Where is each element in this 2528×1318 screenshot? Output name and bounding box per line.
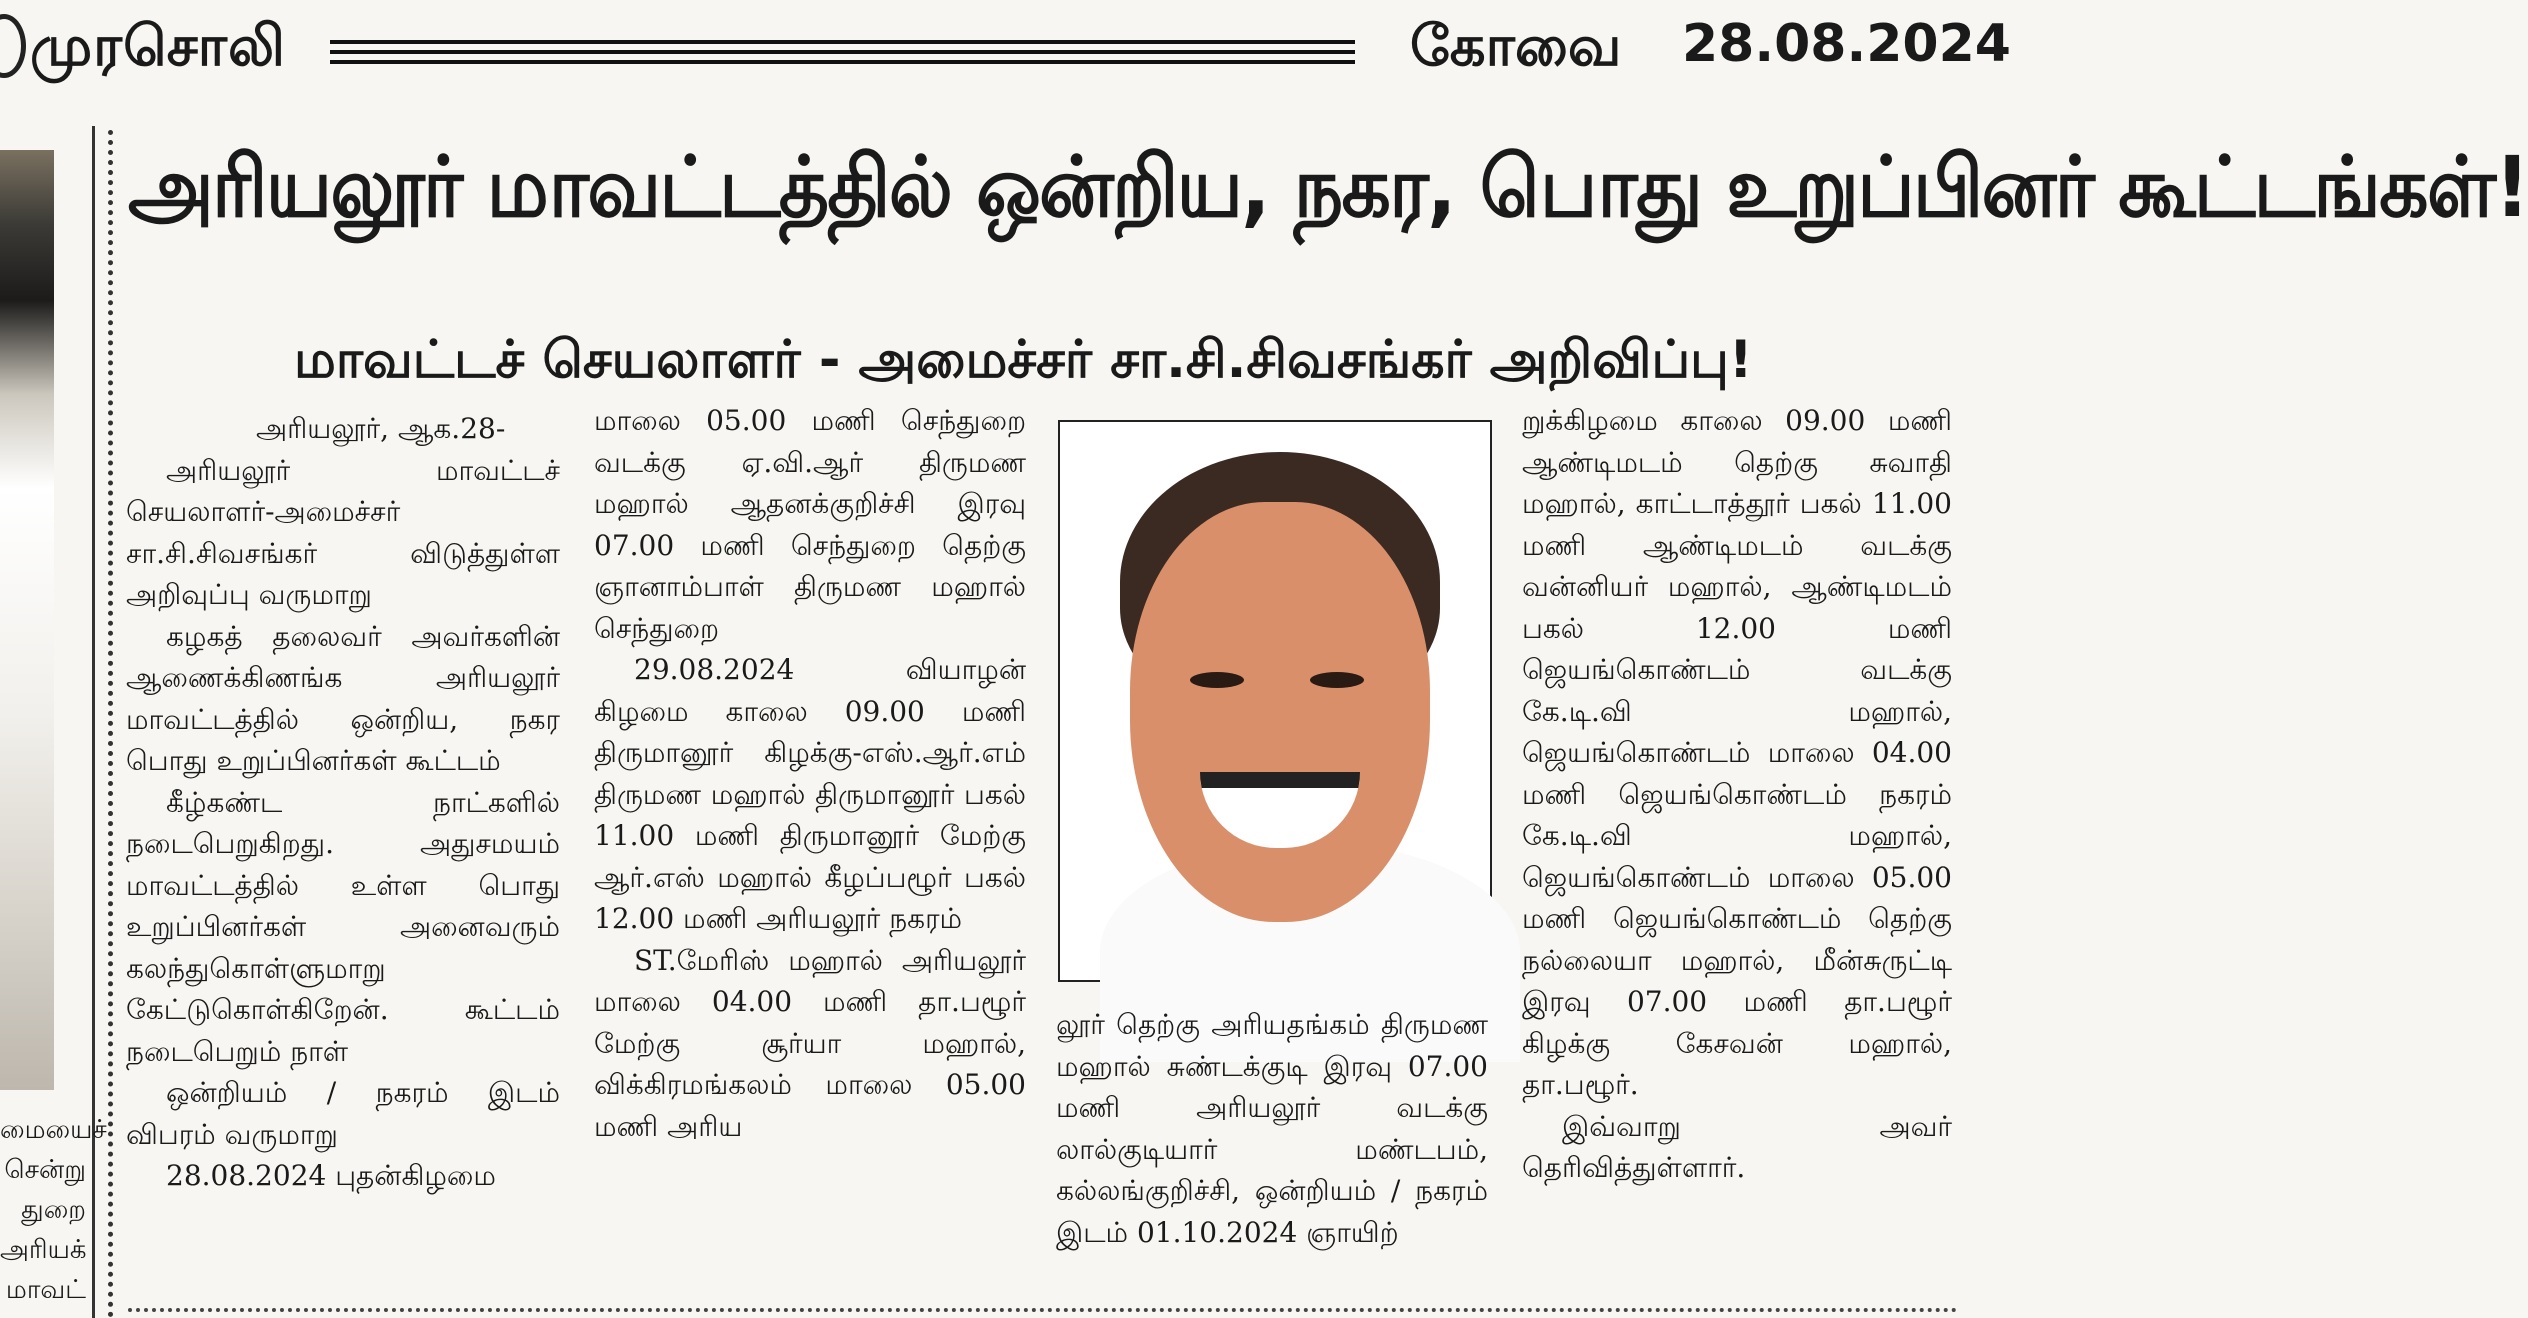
article-subheadline: மாவட்டச் செயலாளர் - அமைச்சர் சா.சி.சிவசங்கர் அறிவிப்பு! [294,330,1753,390]
paragraph: கீழ்கண்ட நாட்களில் நடைபெறுகிறது. அதுசமயம் மாவட்டத்தில் உள்ள பொது உறுப்பினர்கள் அனைவரும் கலந்துகொள்ளுமாறு கேட்டுகொள்கிறேன். கூட்டம் நடைபெறும் நாள் [126,785,560,1068]
adjacent-text-fragment: அரியக் [0,1235,87,1265]
paragraph: ஒன்றியம் / நகரம் இடம் விபரம் வருமாறு [126,1076,560,1151]
article-column-1 [126,408,560,1197]
paragraph: கழகத் தலைவர் அவர்களின் ஆணைக்கிணங்க அரியலூர் மாவட்டத்தில் ஒன்றிய, நகர பொது உறுப்பினர்கள் கூட்டம் [126,619,560,777]
adjacent-text-fragment: மையைச் [0,1115,107,1145]
masthead-rule [330,40,1355,44]
adjacent-text-fragment: சென்று [4,1155,86,1185]
article-column-4 [1522,400,1952,1189]
masthead-rule [330,60,1355,64]
closing-paragraph: இவ்வாறு அவர் தெரிவித்துள்ளார். [1522,1109,1952,1184]
paragraph: 29.08.2024 வியாழன் கிழமை காலை 09.00 மணி திருமானூர் கிழக்கு-எஸ்.ஆர்.எம் திருமண மஹால் திருமானூர் பகல் 11.00 மணி திருமானூர் மேற்கு ஆர்.எஸ் மஹால் கீழப்பழூர் பகல் 12.00 மணி அரியலூர் நகரம் [594,653,1026,935]
masthead [0,0,2011,100]
article-headline: அரியலூர் மாவட்டத்தில் ஒன்றிய, நகர, பொது உறுப்பினர் கூட்டங்கள்! [128,138,2528,236]
dateline: அரியலூர், ஆக.28- [256,412,506,445]
article-column-2 [594,400,1026,1147]
adjacent-text-fragment: துறை [21,1195,86,1225]
paragraph: ST.மேரிஸ் மஹால் அரியலூர் மாலை 04.00 மணி தா.பழூர் மேற்கு சூர்யா மஹால், விக்கிரமங்கலம் மாலை 05.00 மணி அரிய [594,943,1026,1143]
paragraph: 28.08.2024 புதன்கிழமை [166,1159,496,1192]
adjacent-article-strip [0,126,107,1318]
minister-portrait [1058,420,1492,982]
adjacent-text-fragment: மாவட் [5,1275,86,1305]
masthead-rule [330,50,1355,54]
article-column-3 [1056,1004,1488,1253]
edition-city: கோவை [1410,14,1622,79]
column-divider [108,130,113,1318]
edition-date: 28.08.2024 [1682,14,2011,74]
paragraph: றுக்கிழமை காலை 09.00 மணி ஆண்டிமடம் தெற்கு சுவாதி மஹால், காட்டாத்தூர் பகல் 11.00 மணி ஆண்டிமடம் வடக்கு வன்னியர் மஹால், ஆண்டிமடம் பகல் 12.00 மணி ஜெயங்கொண்டம் வடக்கு கே.டி.வி மஹால், ஜெயங்கொண்டம் மாலை 04.00 மணி ஜெயங்கொண்டம் நகரம் கே.டி.வி மஹால், ஜெயங்கொண்டம் மாலை 05.00 மணி ஜெயங்கொண்டம் தெற்கு நல்லையா மஹால், மீன்சுருட்டி இரவு 07.00 மணி தா.பழூர் கிழக்கு கேசவன் மஹால், தா.பழூர். [1522,404,1952,1101]
newspaper-logo-icon [0,14,26,78]
newspaper-name: முரசொலி [30,14,286,79]
paragraph: லூர் தெற்கு அரியதங்கம் திருமண மஹால் சுண்டக்குடி இரவு 07.00 மணி அரியலூர் வடக்கு லால்குடியார் மண்டபம், கல்லங்குறிச்சி, ஒன்றியம் / நகரம் இடம் 01.10.2024 ஞாயிற் [1056,1008,1488,1249]
paragraph: மாலை 05.00 மணி செந்துறை வடக்கு ஏ.வி.ஆர் திருமண மஹால் ஆதனக்குறிச்சி இரவு 07.00 மணி செந்துறை தெற்கு ஞானாம்பாள் திருமண மஹால் செந்துறை [594,404,1026,645]
adjacent-photo [0,150,54,1090]
bottom-divider [128,1308,1958,1312]
paragraph: அரியலூர் மாவட்டச் செயலாளர்-அமைச்சர் சா.சி.சிவசங்கர் விடுத்துள்ள அறிவுப்பு வருமாறு [126,453,560,611]
